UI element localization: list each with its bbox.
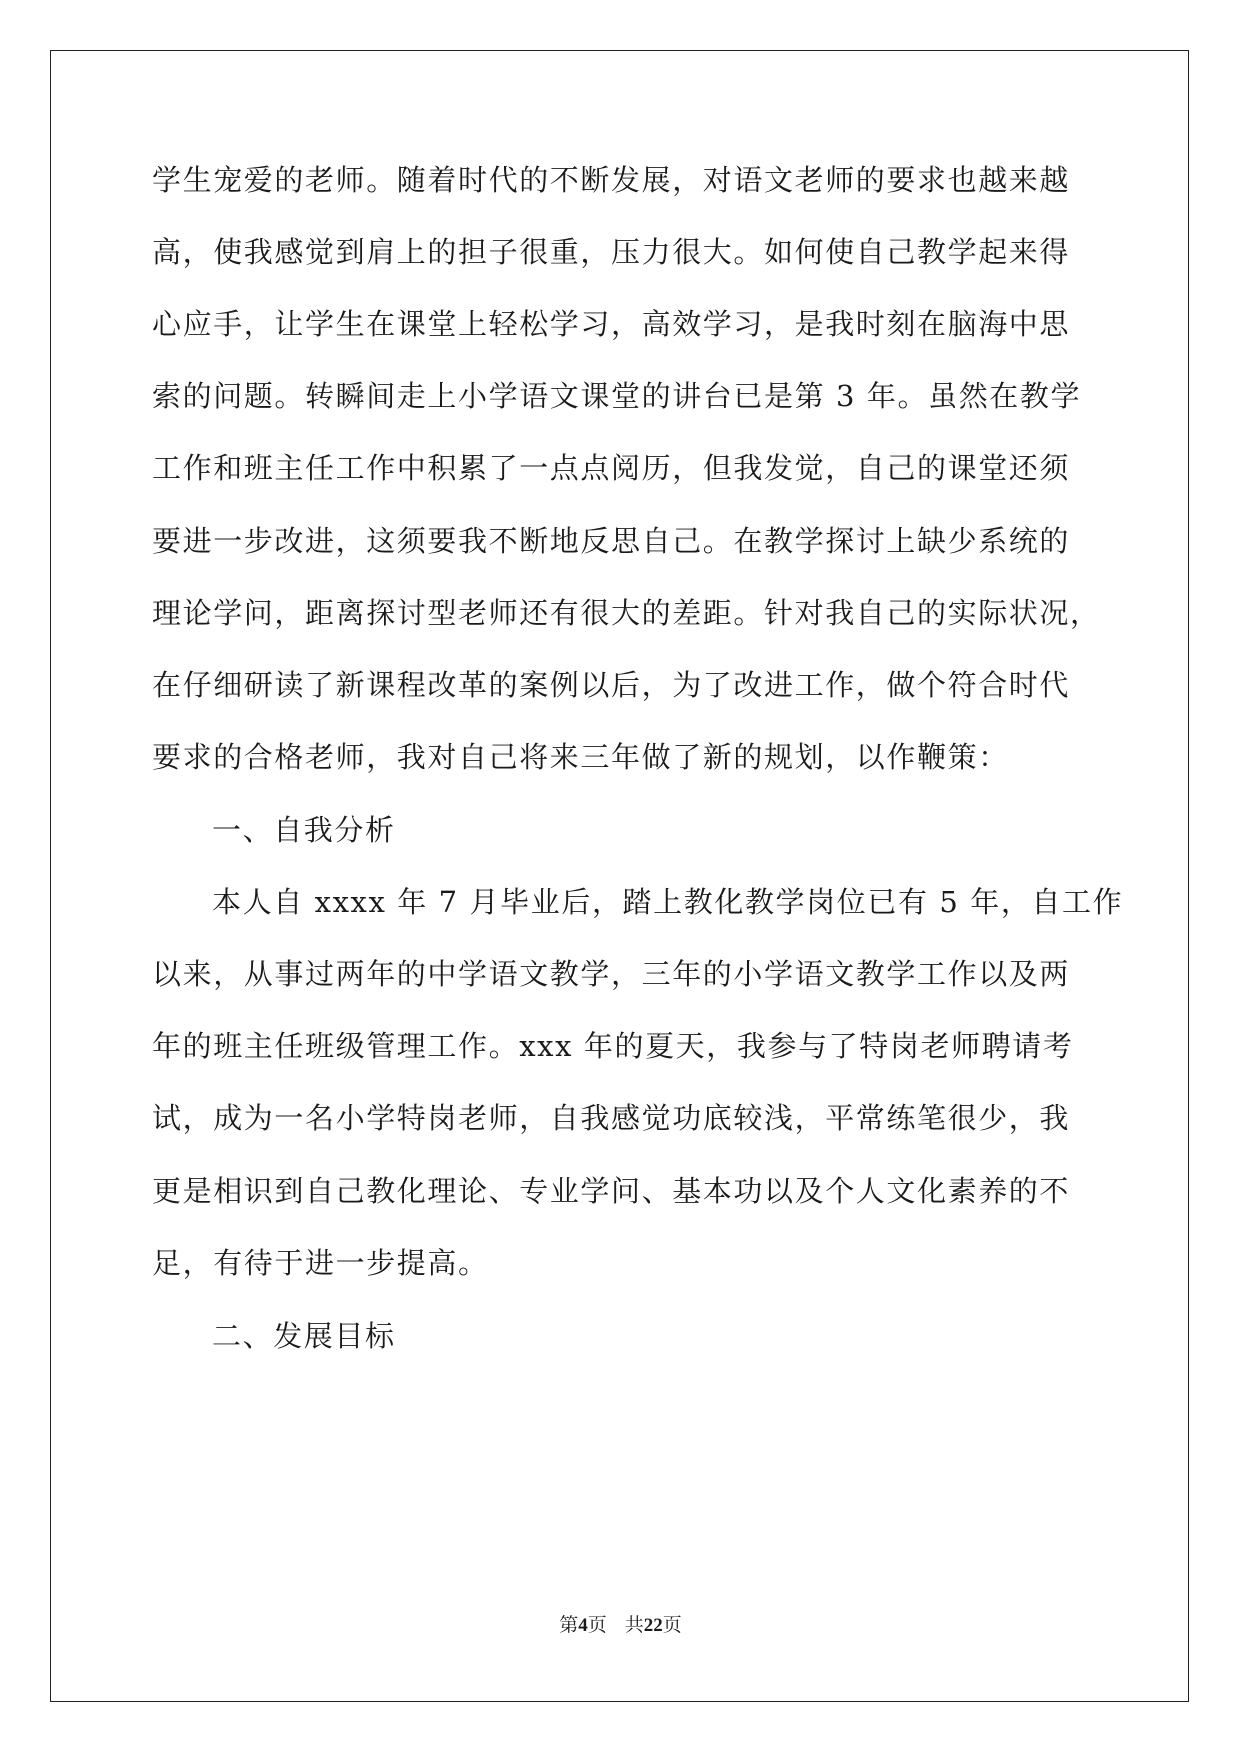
text-line: 理论学问，距离探讨型老师还有很大的差距。针对我自己的实际状况， [152,596,1101,630]
current-page-number: 4 [578,1615,588,1636]
text-line: 高，使我感觉到肩上的担子很重，压力很大。如何使自己教学起来得 [152,235,1071,269]
page-suffix: 页 [587,1614,607,1636]
total-suffix: 页 [662,1614,682,1636]
text-line: 要进一步改进，这须要我不断地反思自己。在教学探讨上缺少系统的 [152,524,1071,558]
total-page-count: 22 [643,1615,663,1636]
text-line: 足，有待于进一步提高。 [152,1246,489,1280]
text-line: 学生宠爱的老师。随着时代的不断发展，对语文老师的要求也越来越 [152,163,1071,197]
text-line: 在仔细研读了新课程改革的案例以后，为了改进工作，做个符合时代 [152,668,1071,702]
text-line: 索的问题。转瞬间走上小学语文课堂的讲台已是第 3 年。虽然在教学 [152,379,1082,413]
text-line: 以来，从事过两年的中学语文教学，三年的小学语文教学工作以及两 [152,957,1071,991]
section-heading: 一、自我分析 [212,813,396,847]
text-line: 工作和班主任工作中积累了一点点阅历，但我发觉，自己的课堂还须 [152,451,1071,485]
page-border [50,50,1189,1702]
text-line: 试，成为一名小学特岗老师，自我感觉功底较浅，平常练笔很少，我 [152,1101,1071,1135]
text-line: 年的班主任班级管理工作。xxx 年的夏天，我参与了特岗老师聘请考 [152,1029,1074,1063]
total-prefix: 共 [624,1614,644,1636]
text-line: 要求的合格老师，我对自己将来三年做了新的规划，以作鞭策： [152,740,1009,774]
text-line: 心应手，让学生在课堂上轻松学习，高效学习，是我时刻在脑海中思 [152,307,1071,341]
page-footer [0,1613,1241,1638]
section-heading: 二、发展目标 [212,1319,396,1353]
page-prefix: 第 [559,1614,579,1636]
text-line: 更是相识到自己教化理论、专业学问、基本功以及个人文化素养的不 [152,1174,1071,1208]
text-line: 本人自 xxxx 年 7 月毕业后，踏上教化教学岗位已有 5 年，自工作 [212,885,1124,919]
